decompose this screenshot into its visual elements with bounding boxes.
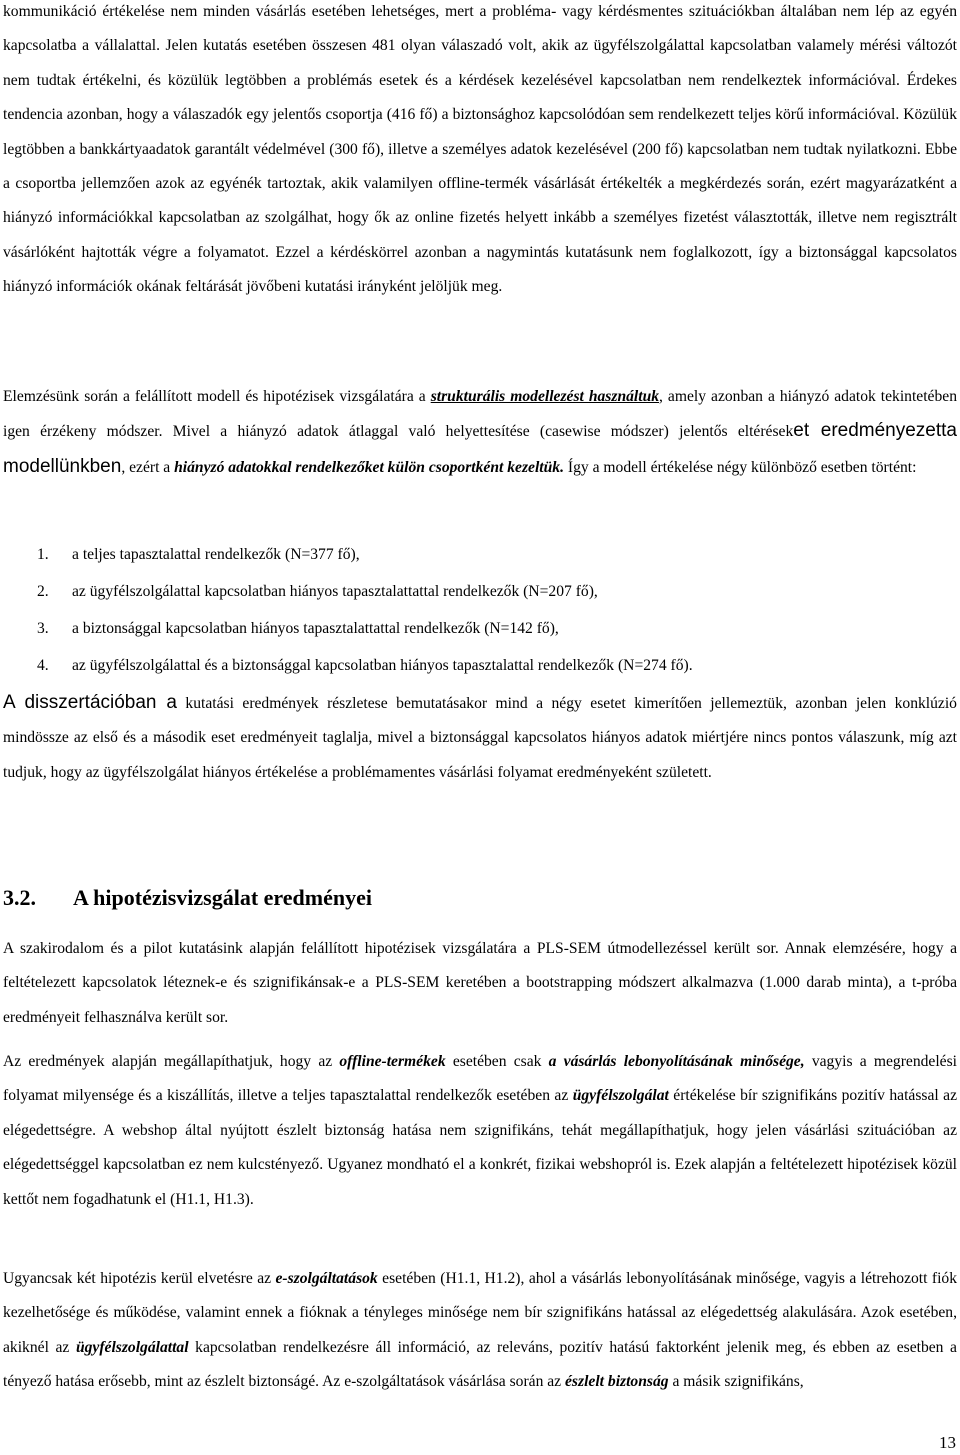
- paragraph-missing-data: [3, 0, 957, 305]
- list-text: a teljes tapasztalattal rendelkezők (N=377 fő),: [72, 546, 360, 563]
- emphasis-separate-group: hiányzó adatokkal rendelkezőket külön csoportként kezeltük.: [174, 458, 564, 476]
- list-text: a biztonsággal kapcsolatban hiányos tapasztalattattal rendelkezők (N=142 fő),: [72, 620, 559, 637]
- paragraph-text: kommunikáció értékelése nem minden vásárlás esetében lehetséges, mert a probléma- vagy kérdésmentes szituációkban általában nem lép az egyén kapcsolatba a vállalattal. Jelen kutatás esetében összesen 481 olyan válaszadó volt, akik az ügyfélszolgálattal kapcsolatban valamely mérési változót nem tudtak értékelni, és közülük legtöbben a problémás esetek és a kérdések kezelésével kapcsolatban nem rendelkeztek információval. Érdekes tendencia azonban, hogy a válaszadók egy jelentős csoportja (416 fő) a biztonsághoz kapcsolódóan sem rendelkezett teljes körű információval. Közülük legtöbben a bankkártyaadatok garantált védelmével (300 fő), illetve a személyes adatok kezelésével (200 fő) kapcsolatban nem tudtak nyilatkozni. Ebbe a csoportba jellemzően azok az egyénék tartoztak, akik valamilyen offline-termék vásárlását értékelték a megkérdezés során, ezért magyarázatként a hiányzó információkkal kapcsolatban az szolgálhat, hogy ők az online fizetés helyett inkább a személyes fizetést választották, illetve nem regisztrált vásárlóként hajtották végre a folyamatot. Ezzel a kérdéskörrel azonban a nagymintás kutatásunk nem foglalkozott, így a biztonsággal kapcsolatos hiányzó információk okának feltárását jövőbeni kutatási irányként jelöljük meg.: [3, 3, 957, 296]
- emphasis-perceived-security: észlelt biztonság: [565, 1373, 669, 1391]
- list-number: 3.: [37, 620, 49, 637]
- list-number: 4.: [37, 657, 49, 674]
- emphasis-customer-service: ügyfélszolgálattal: [75, 1338, 189, 1356]
- text-run: kutatási eredmények részletese bemutatásakor mind a négy esetet kimerítően jellemeztük, azonban jelen konklúzió mindössze az első és a második eset eredményeit taglalja, mivel a biztonsággal kapcsolatos hiányos adatok miértjére nincs pontos válaszunk, míg azt tudjuk, hogy az ügyfélszolgálat hiányos értékelése a problémamentes vásárlási folyamat eredményeként született.: [3, 695, 957, 781]
- text-run-large: disszertációban a: [24, 692, 177, 713]
- paragraph-pls-sem: [3, 932, 957, 1035]
- list-text: az ügyfélszolgálattal és a biztonsággal kapcsolatban hiányos tapasztalattal rendelkezők (N=274 fő).: [72, 657, 693, 674]
- list-item: [37, 573, 937, 610]
- list-item: [37, 647, 937, 684]
- paragraph-modelling-method: [3, 380, 957, 485]
- emphasis-customer-service: ügyfélszolgálat: [572, 1087, 669, 1105]
- paragraph-text: A szakirodalom és a pilot kutatásink alapján felállított hipotézisek vizsgálatára a PLS-SEM útmodellezéssel került sor. Annak elemzésére, hogy a feltételezett kapcsolatok léteznek-e és szignifikánsak-e a PLS-SEM keretében a bootstrapping módszert alkalmazva (1.000 darab minta), a t-próba eredményeit felhasználva került sor.: [3, 940, 957, 1026]
- text-run: Így a modell értékelése négy különböző esetben történt:: [563, 458, 917, 476]
- list-text: az ügyfélszolgálattal kapcsolatban hiányos tapasztalattattal rendelkezők (N=207 fő),: [72, 583, 598, 600]
- text-run: , ezért a: [121, 458, 175, 476]
- list-item: [37, 610, 937, 647]
- emphasis-purchase-quality: a vásárlás lebonyolításának minősége,: [548, 1053, 805, 1070]
- text-run-large: A: [3, 692, 25, 713]
- text-run: Ugyancsak két hipotézis kerül elvetésre az: [3, 1270, 276, 1287]
- text-run: kapcsolatban rendelkezésre áll információ, az releváns, pozitív hatású faktorként jelenik meg, és ebben az esetben a tényező hatása erősebb, mint az észlelt biztonságé. Az e-szolgáltatások vásárlása során az: [3, 1338, 957, 1391]
- text-run: esetében csak: [445, 1053, 549, 1070]
- list-number: 2.: [37, 583, 49, 600]
- text-run: vagyis a megrendelési folyamat milyensége és a kiszállítás, illetve a teljes tapasztalattal rendelkezők esetében az: [3, 1053, 957, 1105]
- text-run: , amely azonban a hiányzó adatok tekintetében igen érzékeny módszer. Mivel a hiányzó adatok átlaggal való helyettesítése (casewise módszer) jelentős eltérések: [3, 388, 957, 441]
- paragraph-offline-results: [3, 1045, 957, 1217]
- underlined-text: strukturális modellezést használtuk: [430, 388, 660, 405]
- paragraph-dissertation: [3, 686, 957, 790]
- list-item: [37, 536, 937, 573]
- text-run: Elemzésünk során a felállított modell és hipotézisek vizsgálatára a: [3, 388, 431, 405]
- text-run: Az eredmények alapján megállapíthatjuk, hogy az: [3, 1053, 340, 1070]
- text-run-large: et eredményezetta modellünkben: [3, 420, 958, 477]
- section-number: 3.2.: [3, 885, 36, 910]
- text-run: esetében (H1.1, H1.2), ahol a vásárlás lebonyolításának minősége, vagyis a létrehozott fiók kezelhetősége és működése, valamint ennek a fióknak a tényleges minősége nem bír szignifikáns hatással az elégedettség alakulására. Azok esetében, akiknél az: [3, 1270, 957, 1356]
- text-run: értékelése bír szignifikáns pozitív hatással az elégedettségre. A webshop által nyújtott észlelt biztonság hatása nem szignifikáns, tehát megállapíthatjuk, hogy jelen vásárlási szituációban az elégedettséggel kapcsolatban ez nem kulcstényező. Ugyanez mondható el a konkrét, fizikai webshopról is. Ezek alapján a feltételezett hipotézisek közül kettőt nem fogadhatunk el (H1.1, H1.3).: [3, 1087, 957, 1208]
- section-heading: [3, 878, 372, 918]
- emphasis-offline-products: offline-termékek: [339, 1053, 446, 1070]
- emphasis-structural-modelling: [431, 388, 659, 405]
- list-number: 1.: [37, 546, 49, 563]
- case-list: [37, 536, 937, 684]
- text-run: a másik szignifikáns,: [668, 1373, 804, 1391]
- emphasis-e-services: e-szolgáltatások: [275, 1270, 378, 1287]
- section-title: A hipotézisvizsgálat eredményei: [73, 885, 372, 910]
- page-number: 13: [939, 1433, 956, 1452]
- paragraph-e-services: [3, 1262, 957, 1400]
